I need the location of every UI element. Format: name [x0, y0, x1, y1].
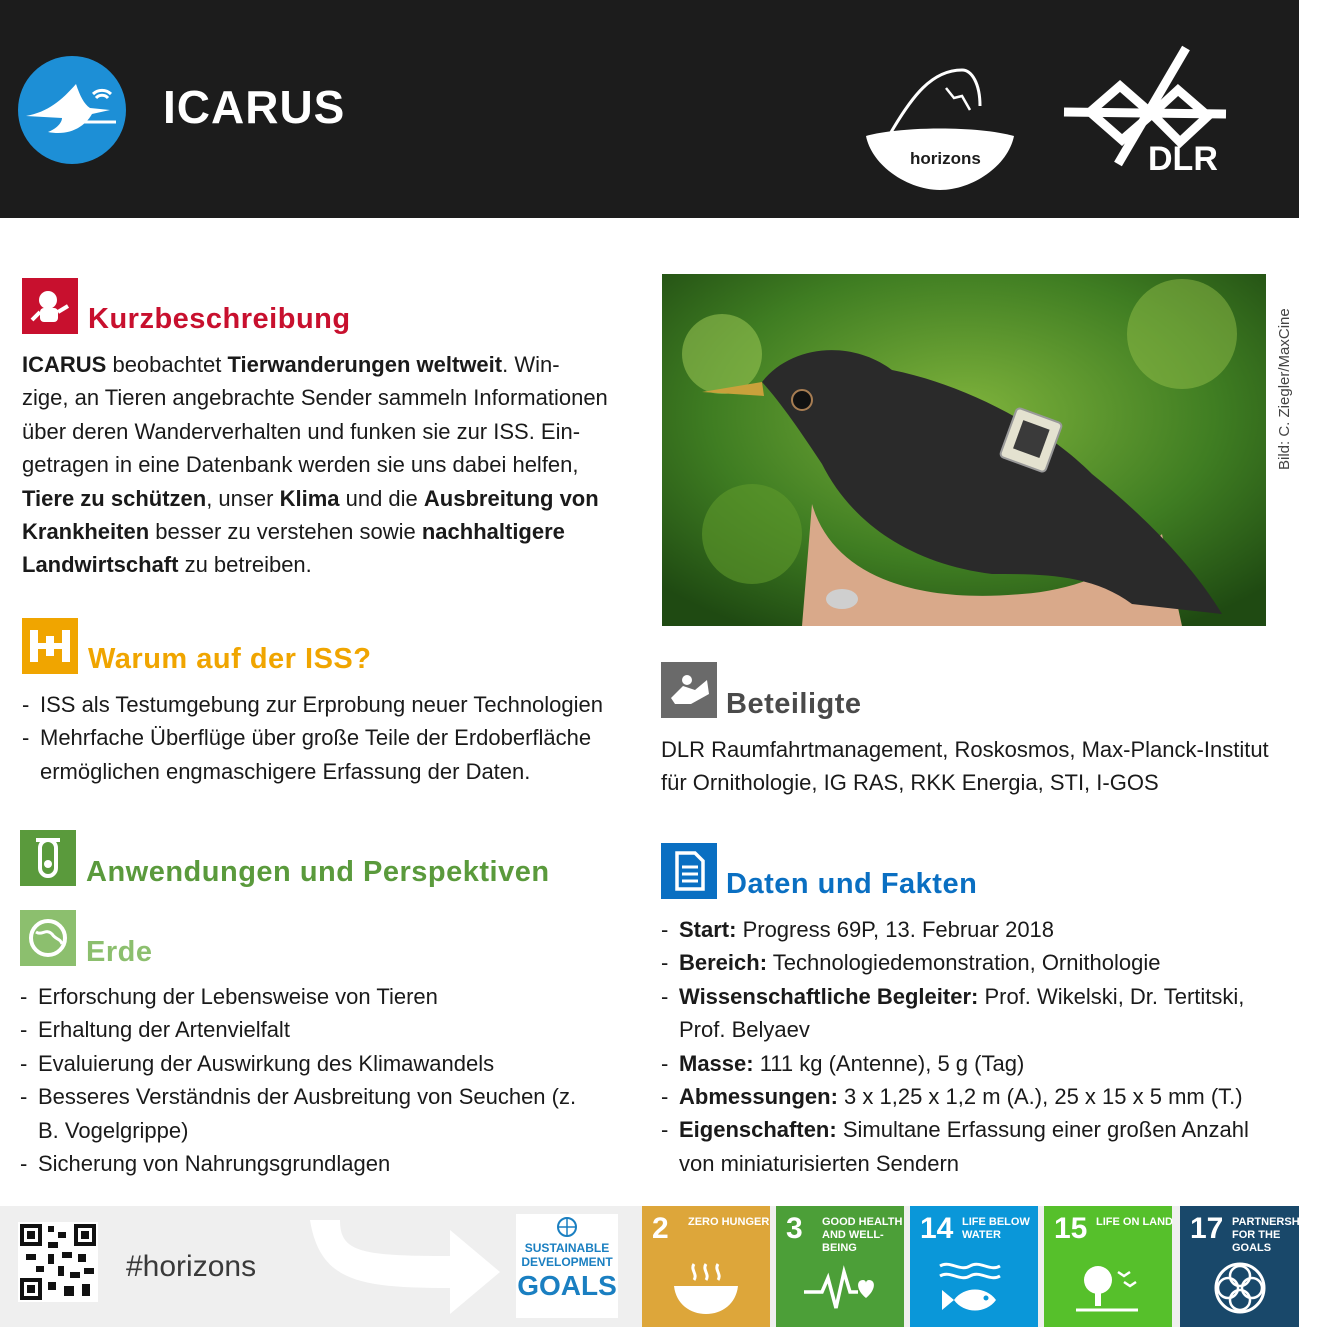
svg-text:horizons: horizons	[910, 149, 981, 168]
sdg-label: GOOD HEALTH AND WELL-BEING	[822, 1216, 903, 1254]
list-item: - Erforschung der Lebensweise von Tieren	[20, 980, 580, 1013]
photo-credit: Bild: C. Ziegler/MaxCine	[1276, 308, 1293, 470]
section-title-kurzbeschreibung: Kurzbeschreibung	[88, 303, 351, 335]
text-line: Tiere zu schützen, unser Klima und die Ausbreitung von	[22, 485, 599, 511]
sdg-goal-2	[642, 1206, 770, 1327]
list-item: - Evaluierung der Auswirkung des Klimawandels	[20, 1047, 580, 1080]
sdg-goal-17	[1180, 1206, 1318, 1327]
list-item: - Besseres Verständnis der Ausbreitung von Seuchen (z. B. Vogelgrippe)	[20, 1080, 580, 1147]
sdg-number: 17	[1190, 1212, 1224, 1245]
astronaut-icon	[22, 278, 78, 334]
handshake-icon	[661, 662, 717, 718]
list-item: - Wissenschaftliche Begleiter: Prof. Wikelski, Dr. Tertitski, Prof. Belyaev	[661, 980, 1286, 1047]
text-line: Landwirtschaft zu betreiben.	[22, 552, 312, 578]
anwendungen-list	[20, 980, 580, 1180]
sdg-number: 3	[786, 1212, 803, 1245]
un-emblem-icon	[556, 1216, 578, 1238]
subsection-title-erde: Erde	[86, 936, 153, 968]
page-title: ICARUS	[163, 81, 346, 133]
list-item: - Abmessungen: 3 x 1,25 x 1,2 m (A.), 25 x 15 x 5 mm (T.)	[661, 1080, 1286, 1113]
dlr-logo-text: DLR	[1148, 140, 1218, 178]
partnership-flower-icon	[1200, 1258, 1280, 1318]
blackbird-photo	[662, 274, 1266, 626]
sdg-goal-15	[1044, 1206, 1172, 1327]
sdg-goal-14	[910, 1206, 1038, 1327]
sdg-logo: SUSTAINABLE DEVELOPMENT GOALS	[516, 1214, 618, 1318]
section-title-anwendungen: Anwendungen und Perspektiven	[86, 856, 550, 888]
sdg-label: LIFE BELOW WATER	[962, 1216, 1030, 1241]
list-item: - Eigenschaften: Simultane Erfassung einer großen Anzahl von miniaturisierten Sendern	[661, 1113, 1286, 1180]
text-line: ICARUS beobachtet Tierwanderungen weltweit. Win-	[22, 352, 560, 377]
list-item: - Sicherung von Nahrungsgrundlagen	[20, 1147, 580, 1180]
sdg-goal-3	[776, 1206, 904, 1327]
arrow-icon	[300, 1212, 510, 1320]
beteiligte-text: DLR Raumfahrtmanagement, Roskosmos, Max-Planck-Institut für Ornithologie, IG RAS, RKK Energia, STI, I-GOS	[661, 737, 1269, 796]
list-item: - Start: Progress 69P, 13. Februar 2018	[661, 913, 1286, 946]
document-icon	[661, 843, 717, 899]
qr-code-icon[interactable]	[18, 1222, 98, 1302]
text-line: über deren Wanderverhalten und funken sie zur ISS. Ein-	[22, 418, 581, 444]
text-line: zige, an Tieren angebrachte Sender sammeln Informationen	[22, 385, 608, 411]
sdg-number: 15	[1054, 1212, 1088, 1245]
earth-icon	[20, 910, 76, 966]
test-tube-icon	[20, 830, 76, 886]
section-title-warum: Warum auf der ISS?	[88, 643, 372, 675]
sdg-label: ZERO HUNGER	[688, 1216, 770, 1228]
heartbeat-icon	[800, 1258, 880, 1318]
kurzbeschreibung-text	[22, 348, 652, 582]
sdg-label: LIFE ON LAND	[1096, 1216, 1173, 1228]
horizons-mission-logo-icon	[862, 66, 1018, 194]
iss-station-icon	[22, 618, 78, 674]
icarus-bird-logo-icon	[18, 56, 126, 164]
tree-icon	[1068, 1258, 1148, 1318]
sdg-label: PARTNERSHIPS FOR THE GOALS	[1232, 1216, 1318, 1254]
warum-list	[22, 688, 632, 788]
fish-icon	[934, 1258, 1014, 1318]
daten-list	[661, 913, 1286, 1180]
list-item: - ISS als Testumgebung zur Erprobung neuer Technologien	[22, 688, 632, 721]
section-title-beteiligte: Beteiligte	[726, 688, 862, 720]
list-item: - Bereich: Technologiedemonstration, Ornithologie	[661, 946, 1286, 979]
list-item: - Masse: 111 kg (Antenne), 5 g (Tag)	[661, 1047, 1286, 1080]
list-item: - Mehrfache Überflüge über große Teile der Erdoberfläche ermöglichen engmaschigere Erfassung der Daten.	[22, 721, 632, 788]
text-line: getragen in eine Datenbank werden sie uns dabei helfen,	[22, 452, 579, 478]
list-item: - Erhaltung der Artenvielfalt	[20, 1013, 580, 1046]
bowl-icon	[666, 1258, 746, 1318]
section-title-daten: Daten und Fakten	[726, 868, 978, 900]
sdg-number: 2	[652, 1212, 669, 1245]
text-line: Krankheiten besser zu verstehen sowie nachhaltigere	[22, 519, 565, 545]
hashtag-horizons: #horizons	[126, 1250, 257, 1283]
sdg-number: 14	[920, 1212, 954, 1245]
